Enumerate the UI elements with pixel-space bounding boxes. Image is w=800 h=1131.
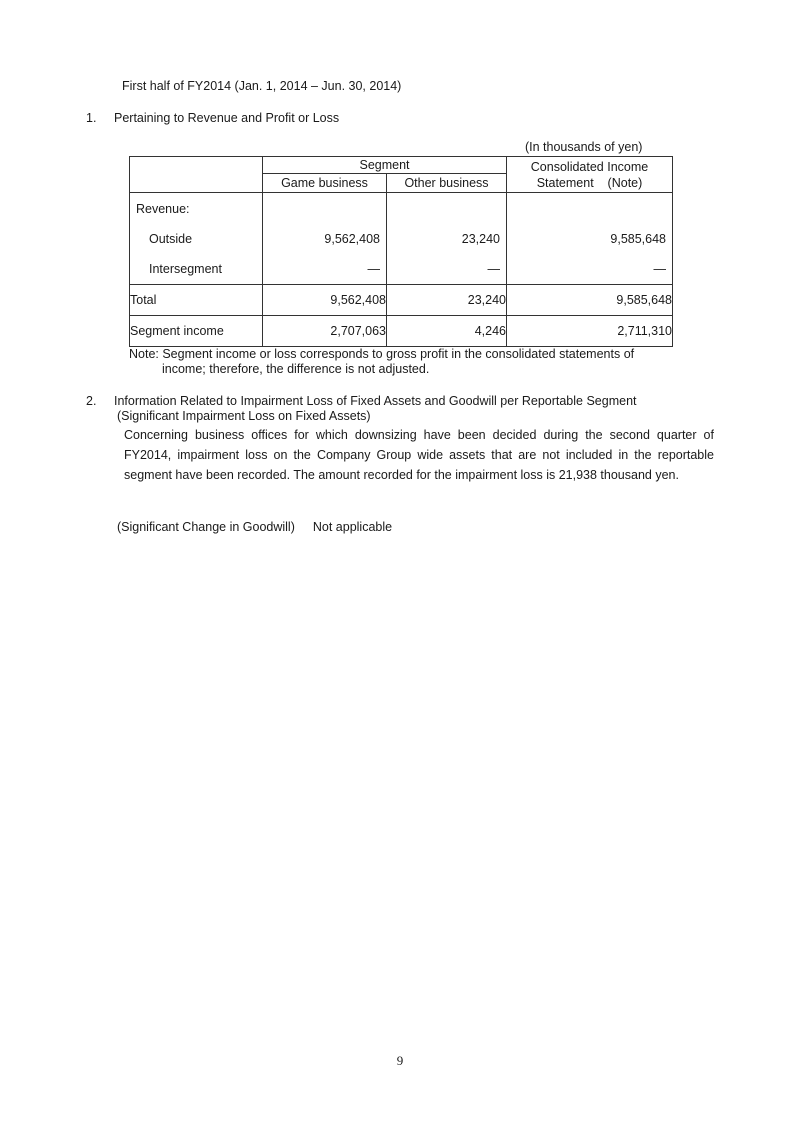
table-note-line1: Note: Segment income or loss corresponds to gross profit in the consolidated statements of <box>129 347 635 361</box>
table-row-revenue-group <box>130 193 673 285</box>
intersegment-consolidated: — <box>653 262 666 276</box>
segment-income-other: 4,246 <box>387 316 507 347</box>
segment-table <box>129 156 673 347</box>
outside-other: 23,240 <box>461 232 500 246</box>
total-game: 9,562,408 <box>263 285 387 316</box>
goodwill-line <box>117 520 392 534</box>
outside-game: 9,562,408 <box>324 232 380 246</box>
section-1-title: Pertaining to Revenue and Profit or Loss <box>114 111 340 125</box>
intersegment-other: — <box>487 262 500 276</box>
goodwill-label: (Significant Change in Goodwill) <box>117 520 295 534</box>
total-other: 23,240 <box>387 285 507 316</box>
impairment-paragraph: Concerning business offices for which downsizing have been decided during the second quarter of FY2014, impairment loss on the Company Group wide assets that are not included in the reportable segment have been recorded. The amount recorded for the impairment loss is 21,938 thousand yen. <box>124 428 714 482</box>
section-2-subtitle: (Significant Impairment Loss on Fixed Assets) <box>117 409 371 423</box>
outside-consolidated: 9,585,648 <box>610 232 666 246</box>
header-other-business: Other business <box>387 174 507 193</box>
table-note-line2: income; therefore, the difference is not adjusted. <box>162 362 430 376</box>
segment-income-label: Segment income <box>130 316 263 347</box>
header-game-business: Game business <box>263 174 387 193</box>
segment-income-consolidated: 2,711,310 <box>507 316 673 347</box>
page-number: 9 <box>396 1053 404 1068</box>
header-consolidated <box>507 157 673 193</box>
revenue-label: Revenue: <box>136 202 190 216</box>
total-label: Total <box>130 285 263 316</box>
intersegment-label: Intersegment <box>149 262 222 276</box>
header-blank <box>130 157 263 193</box>
segment-income-game: 2,707,063 <box>263 316 387 347</box>
unit-note: (In thousands of yen) <box>525 140 643 154</box>
section-2-title: Information Related to Impairment Loss of Fixed Assets and Goodwill per Reportable Segment <box>114 394 637 408</box>
table-row-total <box>130 285 673 316</box>
header-consolidated-line1: Consolidated Income <box>530 159 649 174</box>
intersegment-game: — <box>367 262 380 276</box>
header-consolidated-line2: Statement (Note) <box>536 175 643 190</box>
section-2-number: 2. <box>86 394 97 408</box>
total-consolidated: 9,585,648 <box>507 285 673 316</box>
table-note <box>129 347 689 377</box>
table-row-segment-income <box>130 316 673 347</box>
period-heading: First half of FY2014 (Jan. 1, 2014 – Jun. 30, 2014) <box>122 79 402 93</box>
outside-label: Outside <box>149 232 193 246</box>
goodwill-value: Not applicable <box>312 520 393 534</box>
header-segment: Segment <box>263 157 507 174</box>
section-1-number: 1. <box>86 111 97 125</box>
